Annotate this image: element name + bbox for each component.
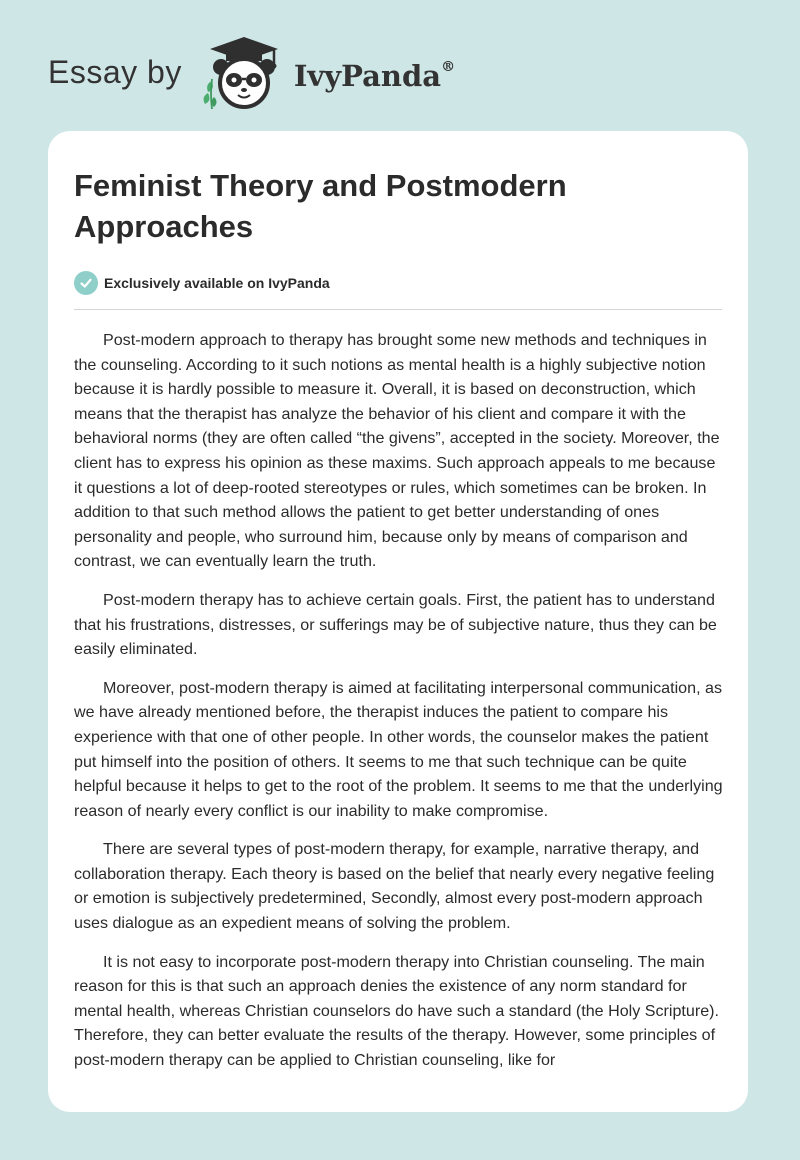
brand-name[interactable] (294, 59, 455, 93)
panda-logo-icon[interactable] (196, 33, 288, 111)
divider (74, 309, 722, 310)
essay-title: Feminist Theory and Postmodern Approaches (74, 168, 567, 244)
brand-text: IvyPanda (293, 59, 442, 93)
check-circle-icon (74, 271, 98, 295)
essay-card (48, 131, 748, 1112)
essay-body (74, 328, 724, 1073)
registered-mark: ® (441, 59, 456, 76)
paragraph: Post-modern approach to therapy has brought some new methods and techniques in the counseling. According to it such notions as mental health is a highly subjective notion because it is hardly possible to measure it. Overall, it is based on deconstruction, which means that the therapist has analyze the behavior of his client and compare it with the behavioral norms (they are often called “the givens”, accepted in the society. Moreover, the client has to express his opinion as these maxims. Such approach appeals to me because it questions a lot of deep-rooted stereotypes or rules, which sometimes can be broken. In addition to that such method allows the patient to get better understanding of ones personality and people, who surround him, because only by means of comparison and contrast, we can eventually learn the truth. (74, 331, 720, 571)
exclusive-label: Exclusively available on IvyPanda (104, 275, 330, 291)
paragraph: Post-modern therapy has to achieve certain goals. First, the patient has to understand that his frustrations, distresses, or sufferings may be of subjective nature, thus they can be easily eliminated. (74, 590, 717, 659)
essay-by-label: Essay by (48, 53, 182, 90)
site-header (48, 32, 455, 112)
paragraph: Moreover, post-modern therapy is aimed at facilitating interpersonal communication, as we have already mentioned before, the therapist induces the patient to compare his experience with that one of other people. In other words, the counselor makes the patient put himself into the position of others. It seems to me that such technique can be quite helpful because it helps to get to the root of the problem. It seems to me that the underlying reason of nearly every conflict is our inability to make compromise. (74, 678, 723, 820)
paragraph: It is not easy to incorporate post-modern therapy into Christian counseling. The main reason for this is that such an approach denies the existence of any norm standard for mental health, whereas Christian counselors do have such a standard (the Holy Scripture). Therefore, they can better evaluate the results of the therapy. However, some principles of post-modern therapy can be applied to Christian counseling, like for (74, 952, 719, 1070)
paragraph: There are several types of post-modern therapy, for example, narrative therapy, and collaboration therapy. Each theory is based on the belief that nearly every negative feeling or emotion is subjectively predetermined, Secondly, almost every post-modern approach uses dialogue as an expedient means of solving the problem. (74, 840, 715, 933)
exclusive-badge (74, 270, 722, 296)
